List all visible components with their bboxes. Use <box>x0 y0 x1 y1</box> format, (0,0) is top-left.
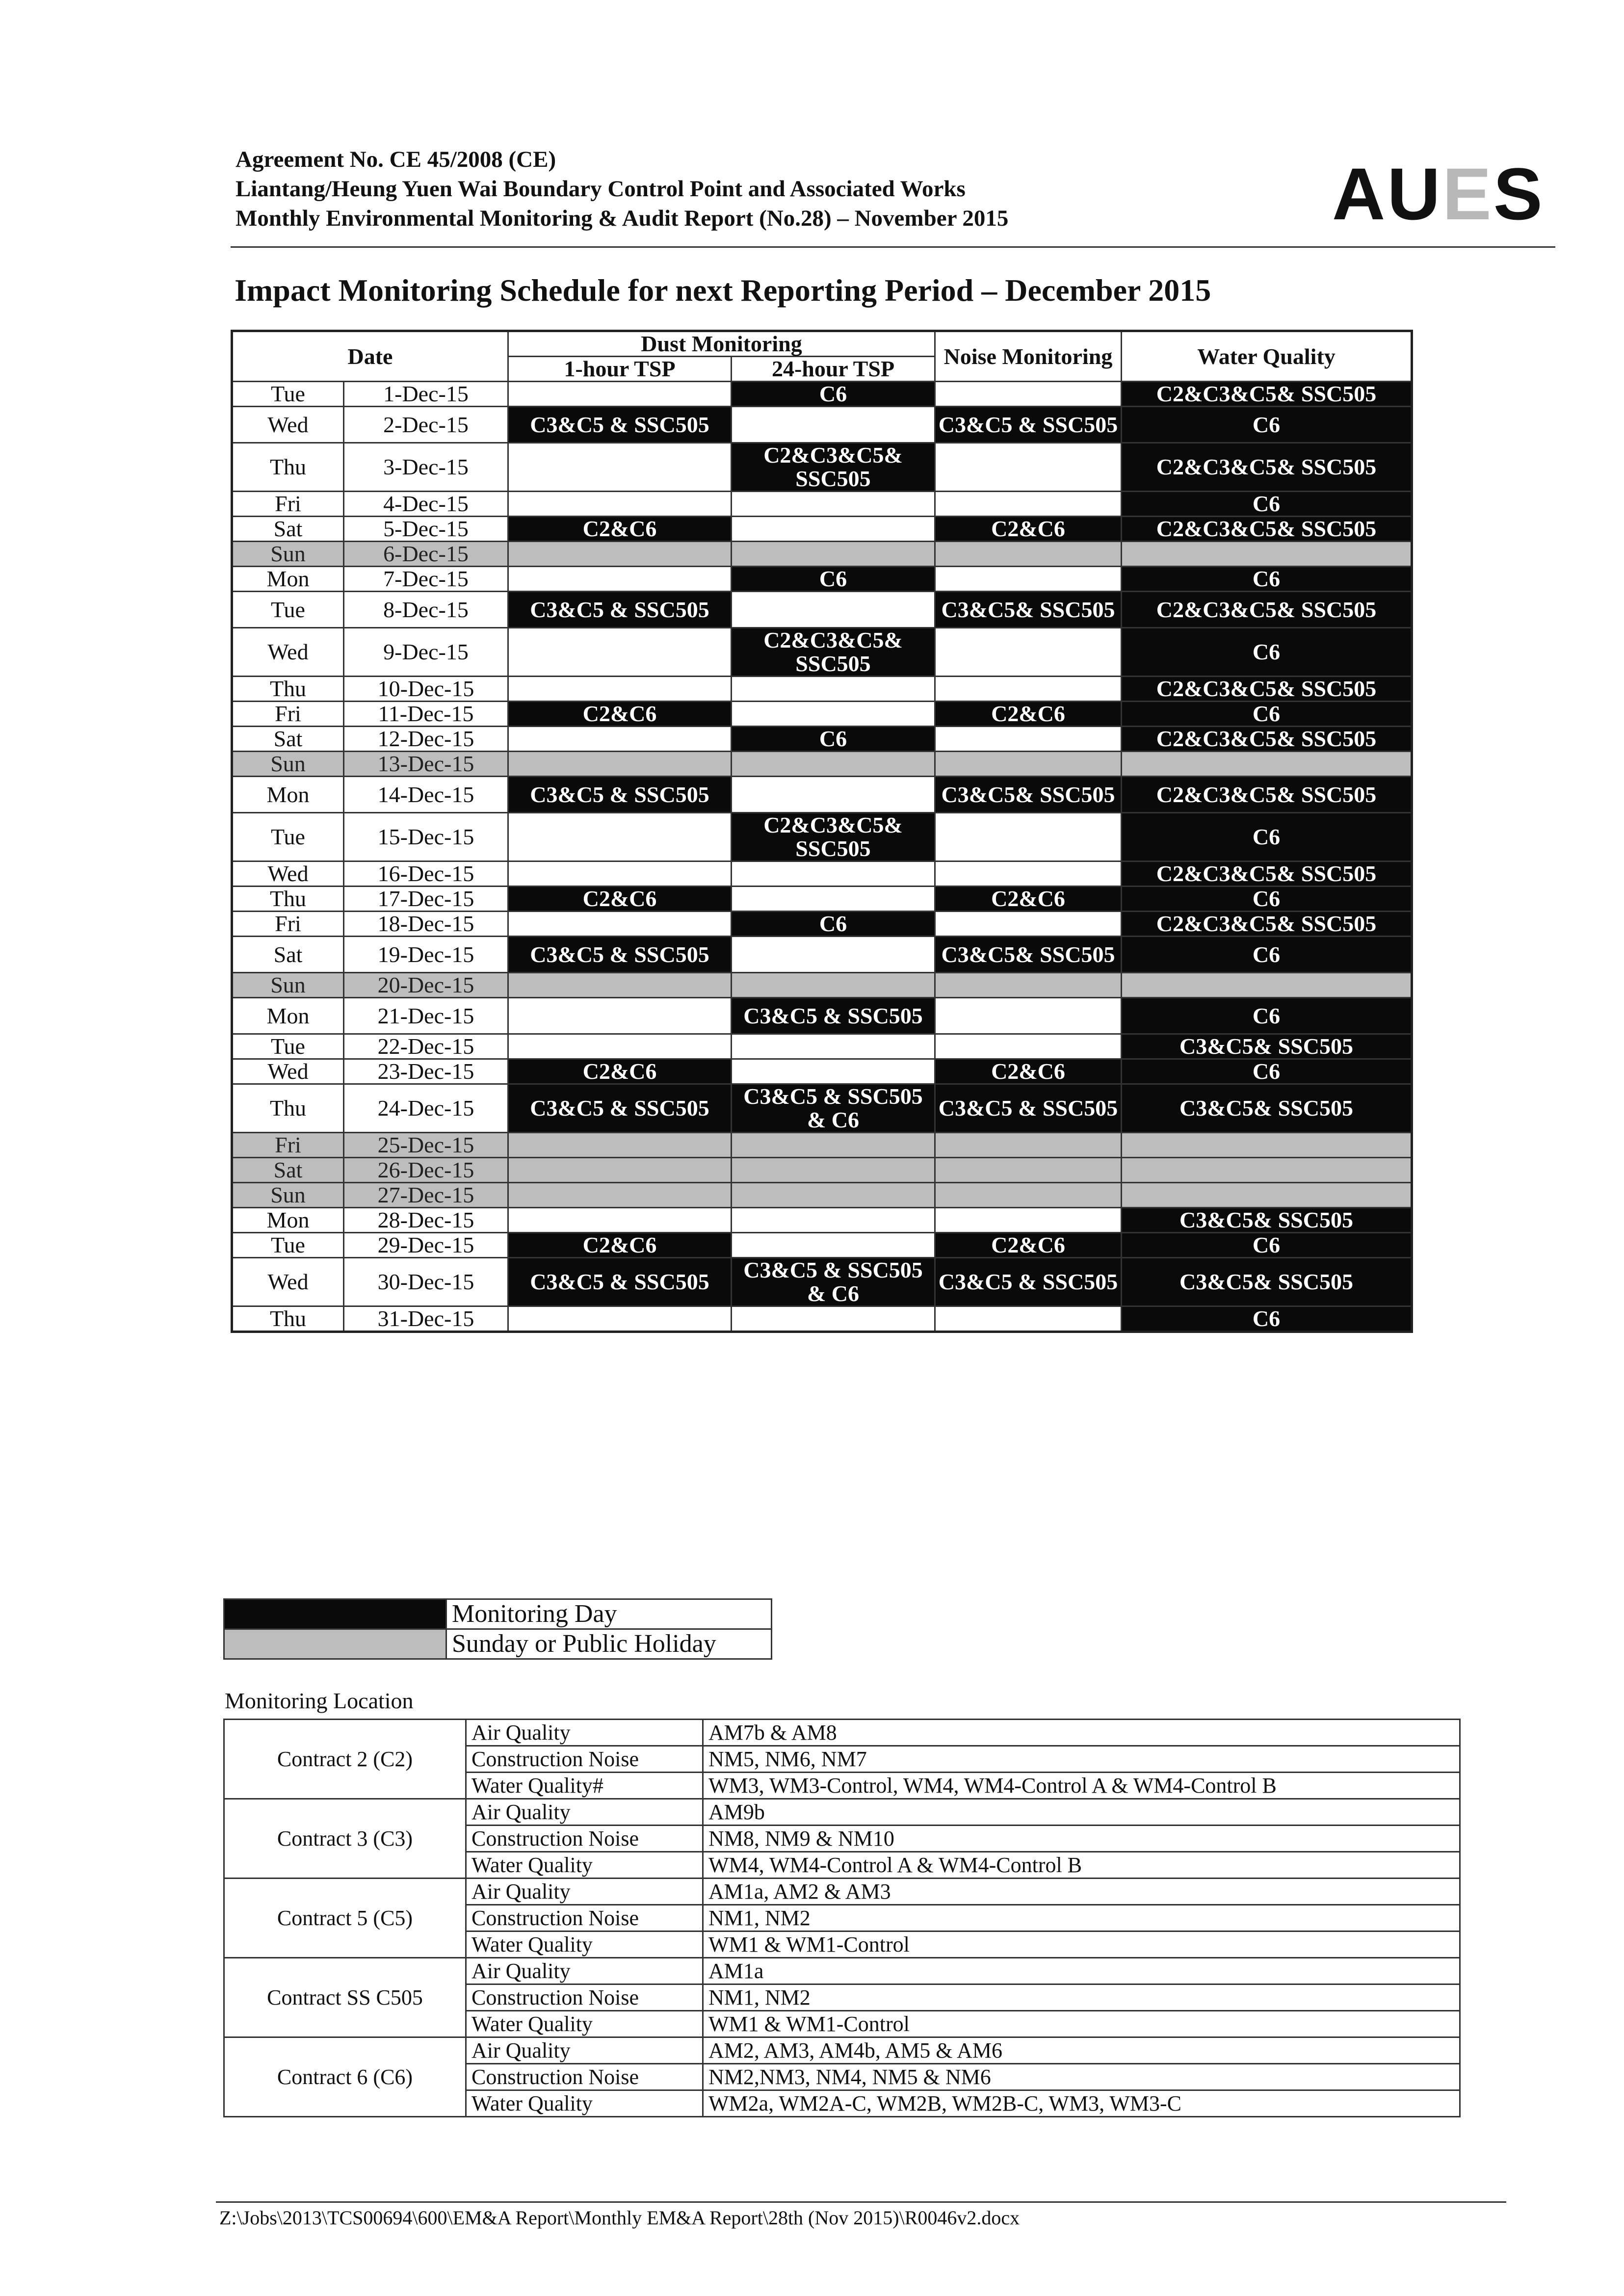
tsp-24hour-cell: C6 <box>732 382 935 407</box>
stations-cell: WM2a, WM2A-C, WM2B, WM2B-C, WM3, WM3-C <box>703 2090 1460 2117</box>
schedule-row <box>232 567 1412 592</box>
date-cell: 20-Dec-15 <box>344 973 508 998</box>
noise-cell <box>935 998 1122 1034</box>
schedule-row <box>232 1208 1412 1233</box>
water-quality-cell: C6 <box>1122 492 1412 517</box>
water-quality-cell: C2&C3&C5& SSC505 <box>1122 592 1412 628</box>
schedule-row <box>232 973 1412 998</box>
footer-rule <box>216 2201 1506 2203</box>
tsp-24hour-cell <box>732 407 935 443</box>
noise-cell <box>935 1208 1122 1233</box>
date-cell: 11-Dec-15 <box>344 702 508 727</box>
legend <box>223 1598 772 1660</box>
stations-cell: AM1a, AM2 & AM3 <box>703 1879 1460 1905</box>
schedule-row <box>232 1258 1412 1306</box>
monitoring-day-label: Monitoring Day <box>446 1599 772 1629</box>
noise-cell: C2&C6 <box>935 887 1122 912</box>
schedule-row <box>232 1233 1412 1258</box>
schedule-row <box>232 443 1412 492</box>
date-cell: 31-Dec-15 <box>344 1306 508 1332</box>
day-cell: Sat <box>232 517 344 542</box>
schedule-row <box>232 1183 1412 1208</box>
header-rule <box>231 246 1555 248</box>
day-cell: Sun <box>232 973 344 998</box>
date-cell: 10-Dec-15 <box>344 677 508 702</box>
tsp-1hour-cell: C3&C5 & SSC505 <box>508 407 732 443</box>
tsp-24hour-cell <box>732 542 935 567</box>
day-cell: Sat <box>232 937 344 973</box>
day-cell: Wed <box>232 861 344 887</box>
water-quality-cell: C6 <box>1122 567 1412 592</box>
date-cell: 5-Dec-15 <box>344 517 508 542</box>
noise-cell <box>935 1133 1122 1158</box>
location-row <box>224 1799 1460 1826</box>
water-quality-cell: C2&C3&C5& SSC505 <box>1122 443 1412 492</box>
noise-cell <box>935 443 1122 492</box>
day-cell: Sun <box>232 752 344 777</box>
tsp-24hour-cell: C2&C3&C5& SSC505 <box>732 813 935 861</box>
date-cell: 3-Dec-15 <box>344 443 508 492</box>
tsp-24hour-cell <box>732 592 935 628</box>
noise-cell <box>935 1183 1122 1208</box>
agreement-line: Agreement No. CE 45/2008 (CE) <box>236 147 556 172</box>
tsp-24hour-cell: C6 <box>732 912 935 937</box>
contract-name: Contract 6 (C6) <box>224 2037 466 2117</box>
day-cell: Tue <box>232 1034 344 1059</box>
stations-cell: NM5, NM6, NM7 <box>703 1746 1460 1773</box>
noise-cell <box>935 727 1122 752</box>
stations-cell: NM2,NM3, NM4, NM5 & NM6 <box>703 2064 1460 2090</box>
tsp-1hour-cell: C3&C5 & SSC505 <box>508 777 732 813</box>
tsp-1hour-cell <box>508 1133 732 1158</box>
tsp-24hour-cell: C3&C5 & SSC505 <box>732 998 935 1034</box>
parameter-cell: Water Quality <box>466 1852 703 1879</box>
parameter-cell: Water Quality# <box>466 1773 703 1799</box>
location-row <box>224 1720 1460 1746</box>
date-header: Date <box>232 331 508 382</box>
date-cell: 4-Dec-15 <box>344 492 508 517</box>
tsp-24hour-cell <box>732 1034 935 1059</box>
water-quality-cell: C3&C5& SSC505 <box>1122 1084 1412 1133</box>
day-cell: Tue <box>232 1233 344 1258</box>
tsp-24hour-cell <box>732 887 935 912</box>
day-cell: Fri <box>232 702 344 727</box>
date-cell: 21-Dec-15 <box>344 998 508 1034</box>
noise-cell: C2&C6 <box>935 1059 1122 1084</box>
location-row <box>224 1958 1460 1984</box>
day-cell: Fri <box>232 492 344 517</box>
noise-cell: C2&C6 <box>935 1233 1122 1258</box>
day-cell: Tue <box>232 813 344 861</box>
schedule-row <box>232 861 1412 887</box>
water-quality-cell <box>1122 1183 1412 1208</box>
water-quality-cell: C3&C5& SSC505 <box>1122 1258 1412 1306</box>
schedule-row <box>232 998 1412 1034</box>
tsp-24hour-cell <box>732 1158 935 1183</box>
day-cell: Sun <box>232 542 344 567</box>
water-quality-cell: C6 <box>1122 813 1412 861</box>
contract-name: Contract SS C505 <box>224 1958 466 2037</box>
schedule-row <box>232 677 1412 702</box>
day-cell: Wed <box>232 1059 344 1084</box>
schedule-row <box>232 382 1412 407</box>
noise-cell <box>935 912 1122 937</box>
noise-cell: C3&C5& SSC505 <box>935 777 1122 813</box>
date-cell: 14-Dec-15 <box>344 777 508 813</box>
date-cell: 24-Dec-15 <box>344 1084 508 1133</box>
noise-cell <box>935 813 1122 861</box>
schedule-row <box>232 1133 1412 1158</box>
parameter-cell: Construction Noise <box>466 2064 703 2090</box>
parameter-cell: Water Quality <box>466 2011 703 2037</box>
noise-cell: C3&C5& SSC505 <box>935 592 1122 628</box>
date-cell: 23-Dec-15 <box>344 1059 508 1084</box>
water-quality-cell: C6 <box>1122 1306 1412 1332</box>
schedule-row <box>232 937 1412 973</box>
tsp-24hour-cell <box>732 1208 935 1233</box>
water-quality-cell: C2&C3&C5& SSC505 <box>1122 517 1412 542</box>
tsp-24hour-cell <box>732 1133 935 1158</box>
water-quality-cell: C6 <box>1122 702 1412 727</box>
day-cell: Tue <box>232 382 344 407</box>
parameter-cell: Construction Noise <box>466 1905 703 1931</box>
noise-cell: C2&C6 <box>935 517 1122 542</box>
day-cell: Mon <box>232 777 344 813</box>
schedule-row <box>232 1034 1412 1059</box>
schedule-row <box>232 912 1412 937</box>
tsp-1hour-cell: C2&C6 <box>508 1059 732 1084</box>
noise-cell <box>935 382 1122 407</box>
water-quality-cell: C2&C3&C5& SSC505 <box>1122 677 1412 702</box>
tsp-1hour-cell <box>508 1208 732 1233</box>
tsp-1hour-cell: C3&C5 & SSC505 <box>508 1258 732 1306</box>
tsp-24hour-cell: C3&C5 & SSC505 & C6 <box>732 1258 935 1306</box>
date-cell: 12-Dec-15 <box>344 727 508 752</box>
water-quality-cell: C6 <box>1122 998 1412 1034</box>
stations-cell: AM7b & AM8 <box>703 1720 1460 1746</box>
noise-cell: C3&C5 & SSC505 <box>935 1084 1122 1133</box>
tsp-24hour-cell <box>732 492 935 517</box>
tsp-1hour-cell <box>508 752 732 777</box>
noise-cell <box>935 492 1122 517</box>
noise-cell <box>935 752 1122 777</box>
noise-cell <box>935 628 1122 677</box>
date-cell: 9-Dec-15 <box>344 628 508 677</box>
tsp-1hour-cell <box>508 1158 732 1183</box>
noise-cell: C3&C5 & SSC505 <box>935 407 1122 443</box>
water-quality-cell <box>1122 1133 1412 1158</box>
day-cell: Sun <box>232 1183 344 1208</box>
tsp-1hour-cell <box>508 912 732 937</box>
parameter-cell: Air Quality <box>466 1958 703 1984</box>
stations-cell: WM3, WM3-Control, WM4, WM4-Control A & WM4-Control B <box>703 1773 1460 1799</box>
tsp-24hour-cell <box>732 1233 935 1258</box>
tsp-1hour-cell: C3&C5 & SSC505 <box>508 592 732 628</box>
date-cell: 7-Dec-15 <box>344 567 508 592</box>
water-quality-cell <box>1122 1158 1412 1183</box>
monitoring-day-swatch <box>224 1599 446 1629</box>
day-cell: Sat <box>232 1158 344 1183</box>
monitoring-schedule-table <box>231 330 1413 1333</box>
tsp-1hour-cell: C3&C5 & SSC505 <box>508 937 732 973</box>
tsp-24hour-cell <box>732 973 935 998</box>
water-quality-cell: C6 <box>1122 1059 1412 1084</box>
tsp-1hour-cell <box>508 567 732 592</box>
schedule-row <box>232 752 1412 777</box>
date-cell: 29-Dec-15 <box>344 1233 508 1258</box>
water-quality-cell: C6 <box>1122 887 1412 912</box>
noise-cell: C3&C5& SSC505 <box>935 937 1122 973</box>
contract-name: Contract 5 (C5) <box>224 1879 466 1958</box>
schedule-row <box>232 407 1412 443</box>
tsp-24hour-cell <box>732 1306 935 1332</box>
tsp-1hour-cell <box>508 998 732 1034</box>
date-cell: 16-Dec-15 <box>344 861 508 887</box>
day-cell: Mon <box>232 998 344 1034</box>
day-cell: Sat <box>232 727 344 752</box>
tsp-1hour-cell <box>508 1306 732 1332</box>
contract-name: Contract 3 (C3) <box>224 1799 466 1879</box>
schedule-row <box>232 1084 1412 1133</box>
water-quality-cell: C6 <box>1122 407 1412 443</box>
stations-cell: NM1, NM2 <box>703 1905 1460 1931</box>
parameter-cell: Construction Noise <box>466 1984 703 2011</box>
day-cell: Wed <box>232 628 344 677</box>
stations-cell: WM1 & WM1-Control <box>703 1931 1460 1958</box>
water-quality-cell <box>1122 973 1412 998</box>
noise-cell: C3&C5 & SSC505 <box>935 1258 1122 1306</box>
tsp-24hour-header: 24-hour TSP <box>732 357 935 382</box>
parameter-cell: Air Quality <box>466 2037 703 2064</box>
tsp-1hour-cell <box>508 1034 732 1059</box>
schedule-row <box>232 777 1412 813</box>
stations-cell: AM1a <box>703 1958 1460 1984</box>
report-line: Monthly Environmental Monitoring & Audit Report (No.28) – November 2015 <box>236 206 1009 231</box>
dust-monitoring-header: Dust Monitoring <box>508 331 935 357</box>
day-cell: Thu <box>232 677 344 702</box>
date-cell: 22-Dec-15 <box>344 1034 508 1059</box>
tsp-24hour-cell <box>732 702 935 727</box>
day-cell: Fri <box>232 1133 344 1158</box>
noise-cell <box>935 677 1122 702</box>
parameter-cell: Water Quality <box>466 1931 703 1958</box>
day-cell: Wed <box>232 1258 344 1306</box>
schedule-row <box>232 542 1412 567</box>
day-cell: Fri <box>232 912 344 937</box>
water-quality-cell: C2&C3&C5& SSC505 <box>1122 382 1412 407</box>
date-cell: 13-Dec-15 <box>344 752 508 777</box>
parameter-cell: Construction Noise <box>466 1826 703 1852</box>
water-quality-cell: C2&C3&C5& SSC505 <box>1122 912 1412 937</box>
tsp-1hour-cell <box>508 628 732 677</box>
location-caption: Monitoring Location <box>225 1688 414 1713</box>
schedule-row <box>232 1059 1412 1084</box>
tsp-1hour-cell <box>508 727 732 752</box>
stations-cell: NM8, NM9 & NM10 <box>703 1826 1460 1852</box>
tsp-1hour-cell: C2&C6 <box>508 887 732 912</box>
tsp-1hour-cell <box>508 492 732 517</box>
stations-cell: WM1 & WM1-Control <box>703 2011 1460 2037</box>
schedule-row <box>232 517 1412 542</box>
date-cell: 8-Dec-15 <box>344 592 508 628</box>
parameter-cell: Air Quality <box>466 1879 703 1905</box>
water-quality-cell <box>1122 752 1412 777</box>
tsp-24hour-cell <box>732 777 935 813</box>
schedule-row <box>232 813 1412 861</box>
tsp-1hour-cell <box>508 861 732 887</box>
tsp-1hour-cell: C2&C6 <box>508 1233 732 1258</box>
date-cell: 26-Dec-15 <box>344 1158 508 1183</box>
water-quality-cell: C3&C5& SSC505 <box>1122 1034 1412 1059</box>
water-quality-cell: C6 <box>1122 937 1412 973</box>
file-path-footer: Z:\Jobs\2013\TCS00694\600\EM&A Report\Monthly EM&A Report\28th (Nov 2015)\R0046v2.docx <box>219 2207 1020 2229</box>
page-title: Impact Monitoring Schedule for next Reporting Period – December 2015 <box>235 273 1211 308</box>
parameter-cell: Water Quality <box>466 2090 703 2117</box>
tsp-1hour-cell <box>508 1183 732 1208</box>
tsp-24hour-cell: C2&C3&C5& SSC505 <box>732 628 935 677</box>
water-quality-cell: C2&C3&C5& SSC505 <box>1122 861 1412 887</box>
tsp-24hour-cell: C2&C3&C5& SSC505 <box>732 443 935 492</box>
tsp-24hour-cell <box>732 677 935 702</box>
tsp-1hour-cell <box>508 813 732 861</box>
parameter-cell: Air Quality <box>466 1720 703 1746</box>
day-cell: Tue <box>232 592 344 628</box>
tsp-1hour-cell <box>508 677 732 702</box>
noise-cell <box>935 1306 1122 1332</box>
schedule-row <box>232 592 1412 628</box>
schedule-row <box>232 1158 1412 1183</box>
date-cell: 17-Dec-15 <box>344 887 508 912</box>
parameter-cell: Construction Noise <box>466 1746 703 1773</box>
tsp-24hour-cell: C3&C5 & SSC505 & C6 <box>732 1084 935 1133</box>
day-cell: Thu <box>232 443 344 492</box>
tsp-24hour-cell <box>732 1059 935 1084</box>
tsp-24hour-cell <box>732 1183 935 1208</box>
holiday-label: Sunday or Public Holiday <box>446 1629 772 1659</box>
tsp-24hour-cell: C6 <box>732 727 935 752</box>
date-cell: 19-Dec-15 <box>344 937 508 973</box>
day-cell: Thu <box>232 887 344 912</box>
date-cell: 1-Dec-15 <box>344 382 508 407</box>
day-cell: Mon <box>232 567 344 592</box>
water-quality-cell: C3&C5& SSC505 <box>1122 1208 1412 1233</box>
location-row <box>224 2037 1460 2064</box>
day-cell: Thu <box>232 1306 344 1332</box>
stations-cell: AM2, AM3, AM4b, AM5 & AM6 <box>703 2037 1460 2064</box>
noise-monitoring-header: Noise Monitoring <box>935 331 1122 382</box>
schedule-row <box>232 492 1412 517</box>
noise-cell <box>935 1034 1122 1059</box>
tsp-24hour-cell <box>732 861 935 887</box>
tsp-1hour-cell: C2&C6 <box>508 702 732 727</box>
stations-cell: AM9b <box>703 1799 1460 1826</box>
day-cell: Wed <box>232 407 344 443</box>
noise-cell <box>935 542 1122 567</box>
project-line: Liantang/Heung Yuen Wai Boundary Control Point and Associated Works <box>236 176 966 202</box>
tsp-1hour-cell <box>508 542 732 567</box>
tsp-1hour-cell: C2&C6 <box>508 517 732 542</box>
tsp-24hour-cell <box>732 752 935 777</box>
date-cell: 27-Dec-15 <box>344 1183 508 1208</box>
date-cell: 18-Dec-15 <box>344 912 508 937</box>
date-cell: 30-Dec-15 <box>344 1258 508 1306</box>
water-quality-cell: C2&C3&C5& SSC505 <box>1122 777 1412 813</box>
noise-cell: C2&C6 <box>935 702 1122 727</box>
tsp-1hour-cell <box>508 973 732 998</box>
date-cell: 15-Dec-15 <box>344 813 508 861</box>
date-cell: 28-Dec-15 <box>344 1208 508 1233</box>
tsp-1hour-cell: C3&C5 & SSC505 <box>508 1084 732 1133</box>
parameter-cell: Air Quality <box>466 1799 703 1826</box>
contract-name: Contract 2 (C2) <box>224 1720 466 1799</box>
noise-cell <box>935 567 1122 592</box>
date-cell: 6-Dec-15 <box>344 542 508 567</box>
location-row <box>224 1879 1460 1905</box>
schedule-row <box>232 628 1412 677</box>
schedule-row <box>232 1306 1412 1332</box>
tsp-1hour-header: 1-hour TSP <box>508 357 732 382</box>
noise-cell <box>935 1158 1122 1183</box>
aues-logo: AUES <box>1332 153 1545 235</box>
stations-cell: WM4, WM4-Control A & WM4-Control B <box>703 1852 1460 1879</box>
noise-cell <box>935 861 1122 887</box>
tsp-24hour-cell: C6 <box>732 567 935 592</box>
water-quality-cell: C6 <box>1122 1233 1412 1258</box>
schedule-row <box>232 887 1412 912</box>
day-cell: Mon <box>232 1208 344 1233</box>
date-cell: 2-Dec-15 <box>344 407 508 443</box>
water-quality-cell <box>1122 542 1412 567</box>
tsp-1hour-cell <box>508 382 732 407</box>
schedule-row <box>232 702 1412 727</box>
noise-cell <box>935 973 1122 998</box>
date-cell: 25-Dec-15 <box>344 1133 508 1158</box>
stations-cell: NM1, NM2 <box>703 1984 1460 2011</box>
day-cell: Thu <box>232 1084 344 1133</box>
tsp-1hour-cell <box>508 443 732 492</box>
monitoring-location-table <box>223 1719 1461 2117</box>
schedule-row <box>232 727 1412 752</box>
tsp-24hour-cell <box>732 937 935 973</box>
holiday-swatch <box>224 1629 446 1659</box>
water-quality-cell: C2&C3&C5& SSC505 <box>1122 727 1412 752</box>
tsp-24hour-cell <box>732 517 935 542</box>
water-quality-header: Water Quality <box>1122 331 1412 382</box>
water-quality-cell: C6 <box>1122 628 1412 677</box>
